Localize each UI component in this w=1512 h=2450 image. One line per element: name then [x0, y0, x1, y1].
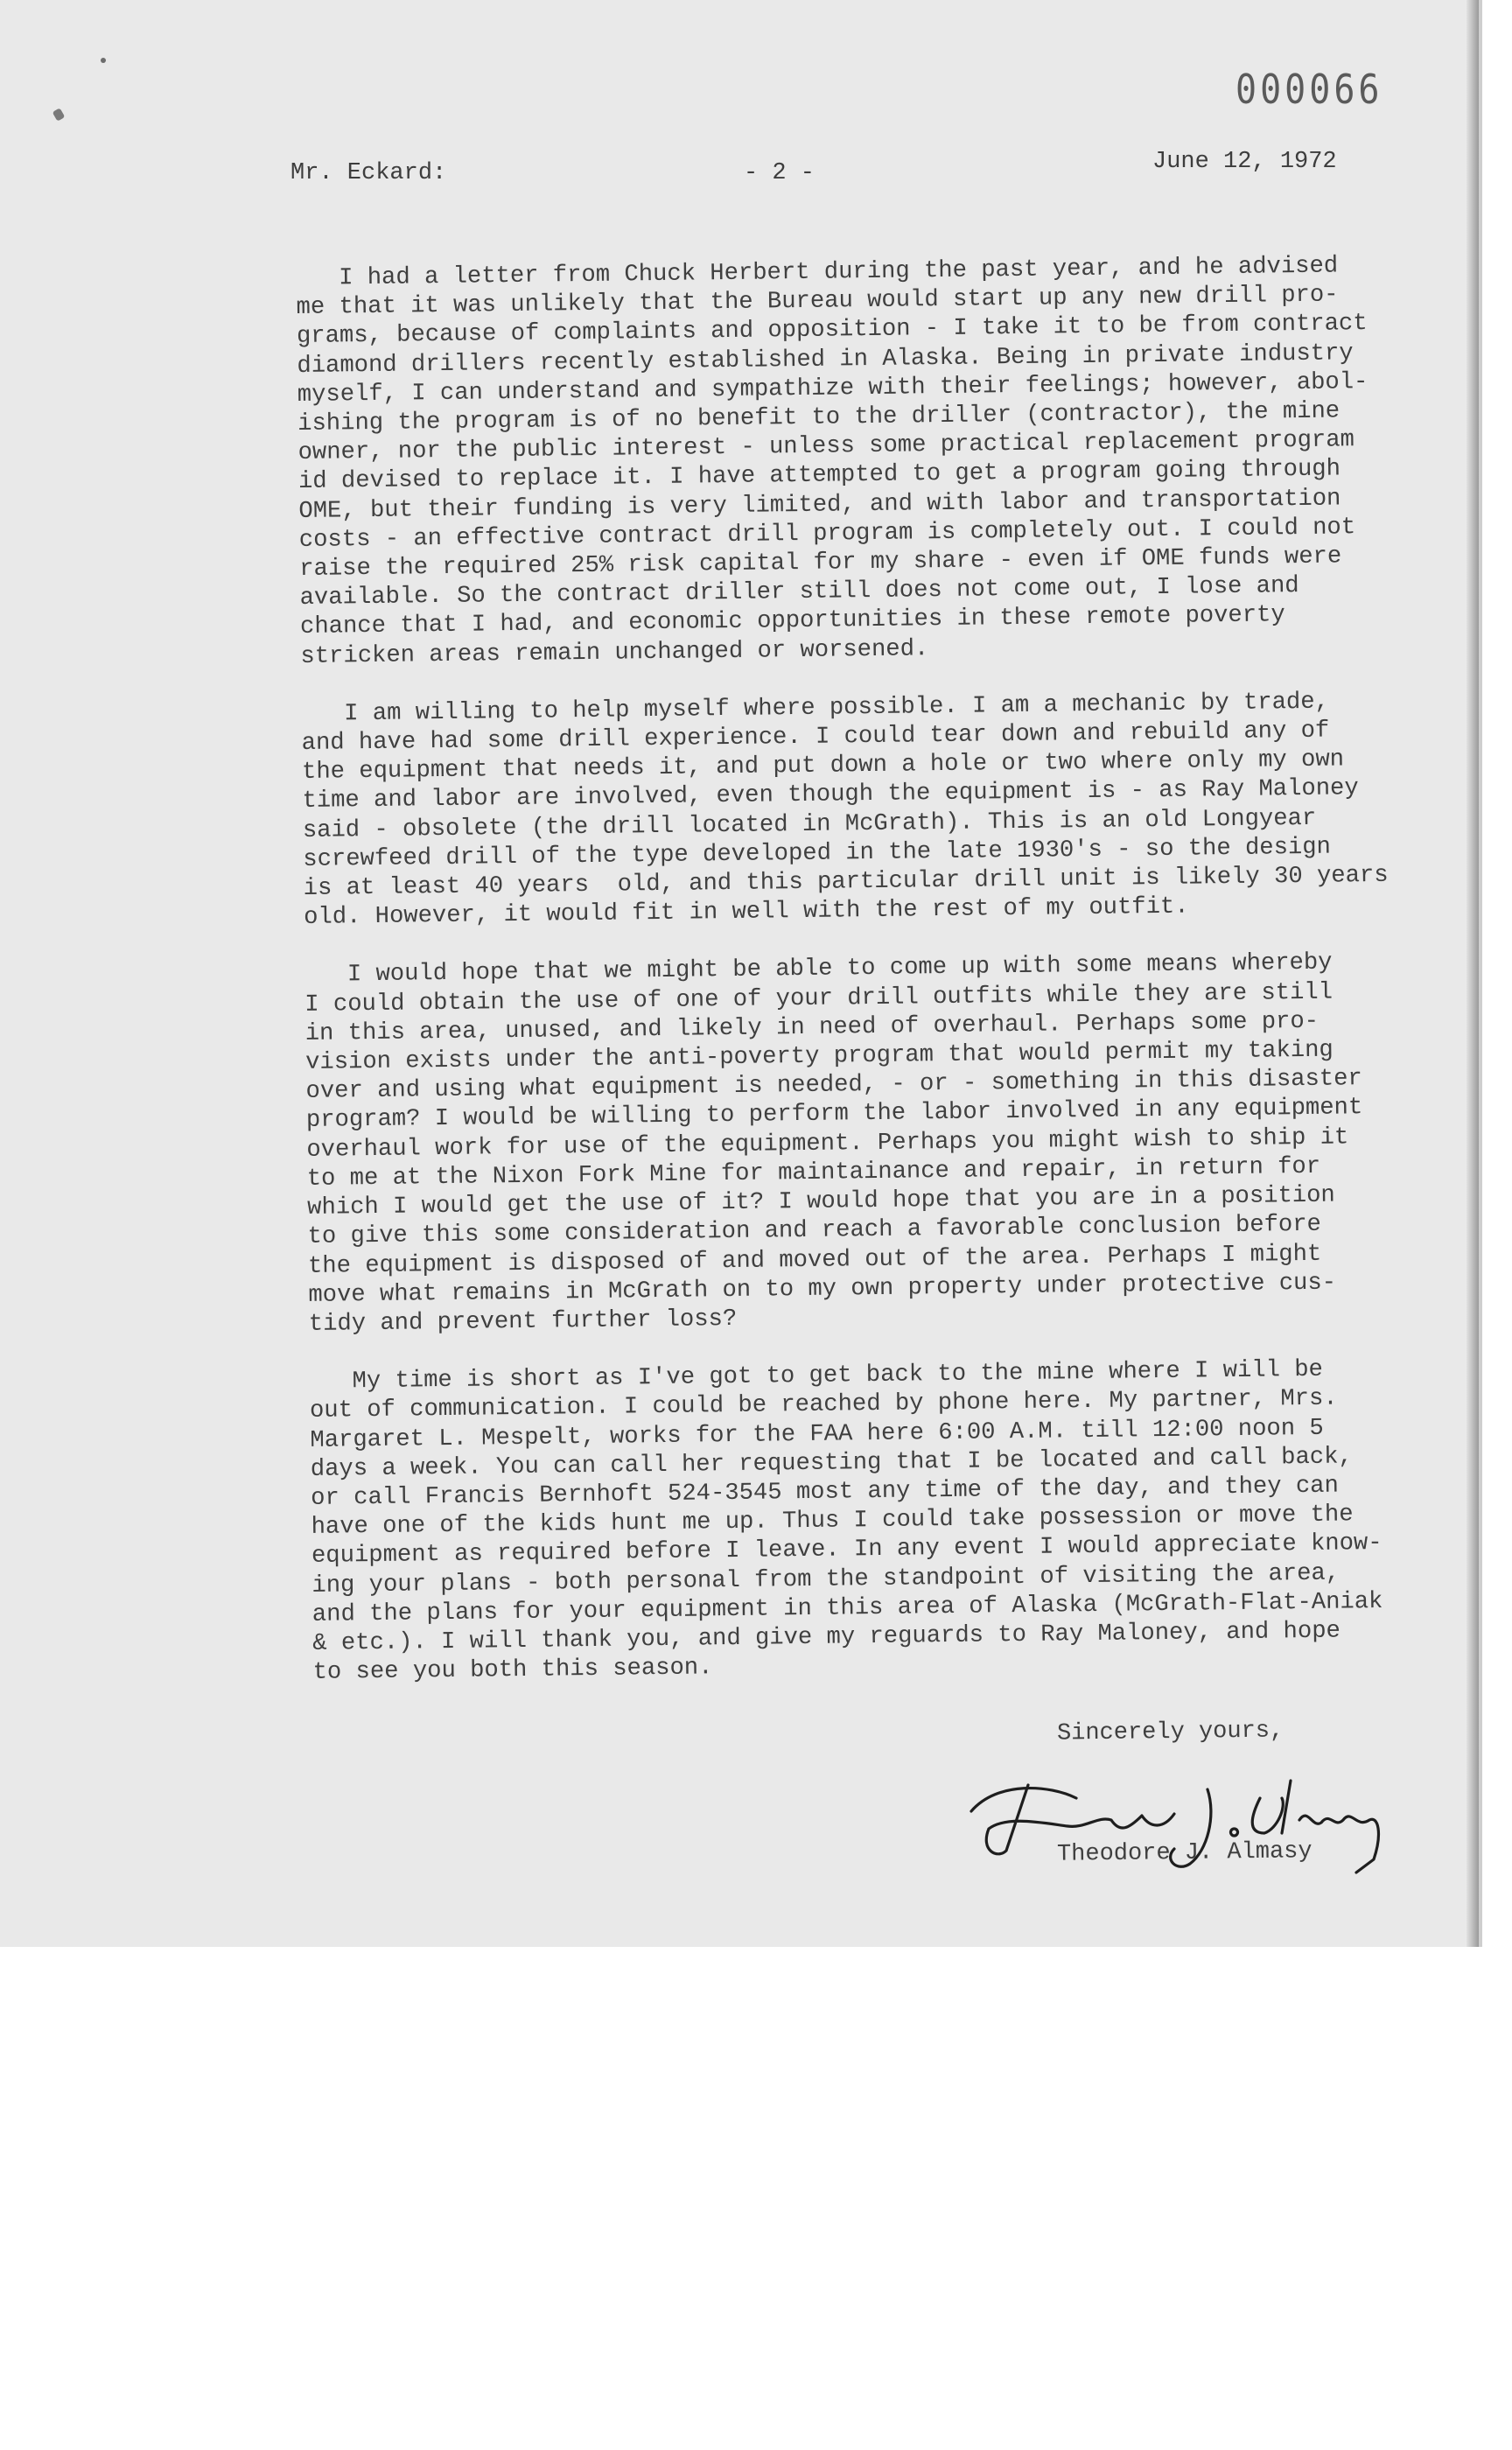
body-line: and the plans for your equipment in this area of Alaska (McGrath-Flat-Aniak: [312, 1587, 1383, 1628]
body-line: program? I would be willing to perform the labor involved in any equipment: [305, 1094, 1363, 1135]
body-line: raise the required 25% risk capital for my share - even if OME funds were: [299, 542, 1342, 584]
body-line: OME, but their funding is very limited, and with labor and transportation: [298, 485, 1341, 525]
body-line: vision exists under the anti-poverty program that would permit my taking: [304, 1036, 1334, 1077]
body-line: old. However, it would fit in well with the rest of my outfit.: [303, 892, 1189, 932]
paragraph-2: [301, 686, 1432, 932]
body-line: which I would get the use of it? I would hope that you are in a position: [306, 1181, 1335, 1222]
body-line: overhaul work for use of the equipment. Perhaps you might wish to ship it: [306, 1124, 1349, 1164]
paragraph-1: [296, 250, 1430, 671]
body-line: days a week. You can call her requesting that I be located and call back,: [310, 1443, 1353, 1483]
body-line: available. So the contract driller still does not come out, I lose and: [299, 572, 1299, 612]
body-line: stricken areas remain unchanged or worsened.: [300, 634, 929, 670]
body-line: to give this some consideration and reach a favorable conclusion before: [307, 1211, 1322, 1251]
body-line: Margaret L. Mespelt, works for the FAA here 6:00 A.M. till 12:00 noon 5: [310, 1414, 1324, 1454]
body-line: and have had some drill experience. I could tear down and rebuild any of: [301, 717, 1330, 758]
body-line: I had a letter from Chuck Herbert during the past year, and he advised: [296, 252, 1339, 292]
body-line: I could obtain the use of one of your drill outfits while they are still: [304, 978, 1334, 1018]
body-line: said - obsolete (the drill located in McGrath). This is an old Longyear: [302, 804, 1317, 844]
scan-speck: [101, 58, 106, 63]
body-line: move what remains in McGrath on to my own property under protective cus-: [308, 1269, 1337, 1309]
body-line: diamond drillers recently established in Alaska. Being in private industry: [297, 339, 1354, 380]
body-line: owner, nor the public interest - unless some practical replacement program: [298, 426, 1355, 467]
paragraph-4: [309, 1354, 1441, 1687]
addressee-line: Mr. Eckard:: [290, 160, 447, 186]
letter-date: June 12, 1972: [1152, 149, 1337, 175]
body-line: I am willing to help myself where possible. I am a mechanic by trade,: [301, 688, 1330, 728]
scan-speck: [52, 108, 66, 121]
body-line: tidy and prevent further loss?: [308, 1305, 738, 1338]
body-line: id devised to replace it. I have attempted to get a program going through: [298, 455, 1341, 496]
body-line: over and using what equipment is needed, - or - something in this disaster: [305, 1065, 1362, 1106]
closing-salutation: Sincerely yours,: [1056, 1718, 1284, 1747]
scan-edge-shadow: [1466, 0, 1479, 1947]
signer-name: Theodore J. Almasy: [1056, 1838, 1312, 1868]
body-line: ing your plans - both personal from the standpoint of visiting the area,: [312, 1559, 1340, 1600]
body-line: out of communication. I could be reached by phone here. My partner, Mrs.: [309, 1384, 1338, 1425]
body-line: or call Francis Bernhoft 524-3545 most any time of the day, and they can: [311, 1472, 1340, 1512]
page-number: - 2 -: [744, 160, 816, 186]
body-line: time and labor are involved, even though the equipment is - as Ray Maloney: [302, 774, 1359, 816]
body-line: the equipment is disposed of and moved out of the area. Perhaps I might: [307, 1240, 1322, 1280]
body-line: costs - an effective contract drill program is completely out. I could not: [298, 514, 1356, 554]
body-line: ishing the program is of no benefit to the driller (contractor), the mine: [298, 397, 1340, 438]
body-line: chance that I had, and economic opportunities in these remote poverty: [299, 601, 1285, 641]
body-line: the equipment that needs it, and put down a hole or two where only my own: [301, 746, 1345, 787]
body-line: I would hope that we might be able to come up with some means whereby: [304, 949, 1333, 990]
body-line: in this area, unused, and likely in need of overhaul. Perhaps some pro-: [304, 1007, 1320, 1047]
body-line: equipment as required before I leave. In any event I would appreciate know-: [311, 1530, 1382, 1571]
paragraph-3: [304, 948, 1438, 1339]
body-line: grams, because of complaints and opposition - I take it to be from contract: [296, 310, 1368, 351]
letter-body: [296, 250, 1442, 1716]
body-line: to me at the Nixon Fork Mine for maintainance and repair, in return for: [306, 1152, 1321, 1193]
body-line: have one of the kids hunt me up. Thus I could take possession or move the: [311, 1501, 1354, 1542]
body-line: myself, I can understand and sympathize with their feelings; however, abol-: [297, 368, 1368, 409]
body-line: me that it was unlikely that the Bureau would start up any new drill pro-: [296, 281, 1339, 322]
body-line: screwfeed drill of the type developed in the late 1930's - so the design: [303, 833, 1332, 873]
body-line: to see you both this season.: [312, 1654, 713, 1687]
body-line: & etc.). I will thank you, and give my reguards to Ray Maloney, and hope: [312, 1617, 1341, 1657]
document-stamp-number: 000066: [1236, 66, 1383, 114]
body-line: is at least 40 years old, and this particular drill unit is likely 30 years: [303, 861, 1389, 903]
body-line: My time is short as I've got to get back to the mine where I will be: [309, 1355, 1324, 1396]
